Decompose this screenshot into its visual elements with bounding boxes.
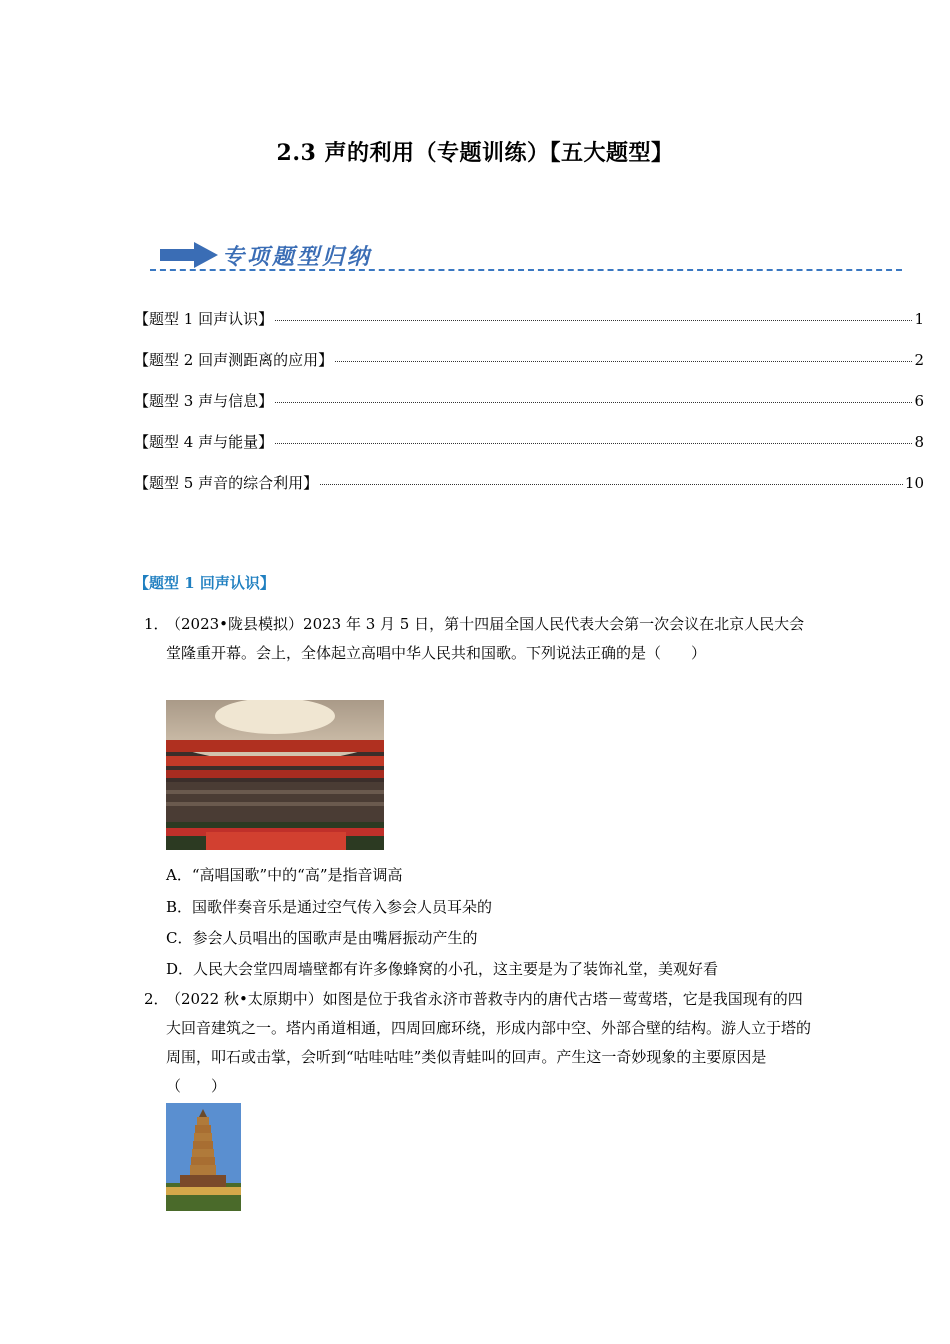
toc-item-page: 6 [914, 392, 924, 410]
toc-leader [275, 320, 912, 321]
toc-item[interactable] [134, 431, 924, 472]
question-number: 1． [144, 615, 169, 633]
pagoda-photo [166, 1103, 241, 1211]
arrow-right-icon [160, 242, 218, 268]
toc-item-label: 【题型 5 声音的综合利用】 [134, 474, 319, 492]
page-title: 2.3 声的利用（专题训练）【五大题型】 [276, 140, 674, 166]
question-number: 2． [144, 990, 169, 1008]
toc-item[interactable] [134, 472, 924, 513]
great-hall-photo [166, 700, 384, 850]
section-heading: 【题型 1 回声认识】 [134, 574, 275, 592]
option-c[interactable]: C．参会人员唱出的国歌声是由嘴唇振动产生的 [166, 929, 478, 947]
toc-leader [335, 361, 912, 362]
toc-item-page: 8 [914, 433, 924, 451]
toc-item-page: 10 [904, 474, 924, 492]
banner-divider [150, 269, 902, 271]
table-of-contents [134, 308, 924, 513]
toc-item-label: 【题型 3 声与信息】 [134, 392, 274, 410]
banner-title: 专项题型归纳 [222, 245, 373, 270]
toc-item-page: 2 [914, 351, 924, 369]
option-a[interactable]: A．“高唱国歌”中的“高”是指音调高 [166, 866, 403, 884]
toc-item-label: 【题型 2 回声测距离的应用】 [134, 351, 334, 369]
toc-item[interactable] [134, 349, 924, 390]
toc-leader [275, 402, 912, 403]
toc-item[interactable] [134, 390, 924, 431]
section-banner [150, 236, 902, 276]
option-b[interactable]: B．国歌伴奏音乐是通过空气传入参会人员耳朵的 [166, 898, 493, 916]
question-text: （2022 秋•太原期中）如图是位于我省永济市普救寺内的唐代古塔－莺莺塔，它是我国现有的四大回音建筑之一。塔内甬道相通，四周回廊环绕，形成内部中空、外部合壁的结构。游人立于塔的周围，叩石或击掌，会听到“咕哇咕哇”类似青蛙叫的回声。产生这一奇妙现象的主要原因是（ ） [166, 990, 812, 1095]
toc-item-label: 【题型 1 回声认识】 [134, 310, 274, 328]
toc-item-page: 1 [914, 310, 924, 328]
toc-item[interactable] [134, 308, 924, 349]
question-text: （2023•陇县模拟）2023 年 3 月 5 日，第十四届全国人民代表大会第一次会议在北京人民大会堂隆重开幕。会上，全体起立高唱中华人民共和国歌。下列说法正确的是（ ） [166, 615, 805, 662]
question-2 [144, 985, 814, 1101]
toc-leader [275, 443, 912, 444]
question-1 [144, 610, 814, 668]
toc-item-label: 【题型 4 声与能量】 [134, 433, 274, 451]
toc-leader [320, 484, 903, 485]
option-d[interactable]: D．人民大会堂四周墙壁都有许多像蜂窝的小孔，这主要是为了装饰礼堂，美观好看 [166, 960, 719, 978]
